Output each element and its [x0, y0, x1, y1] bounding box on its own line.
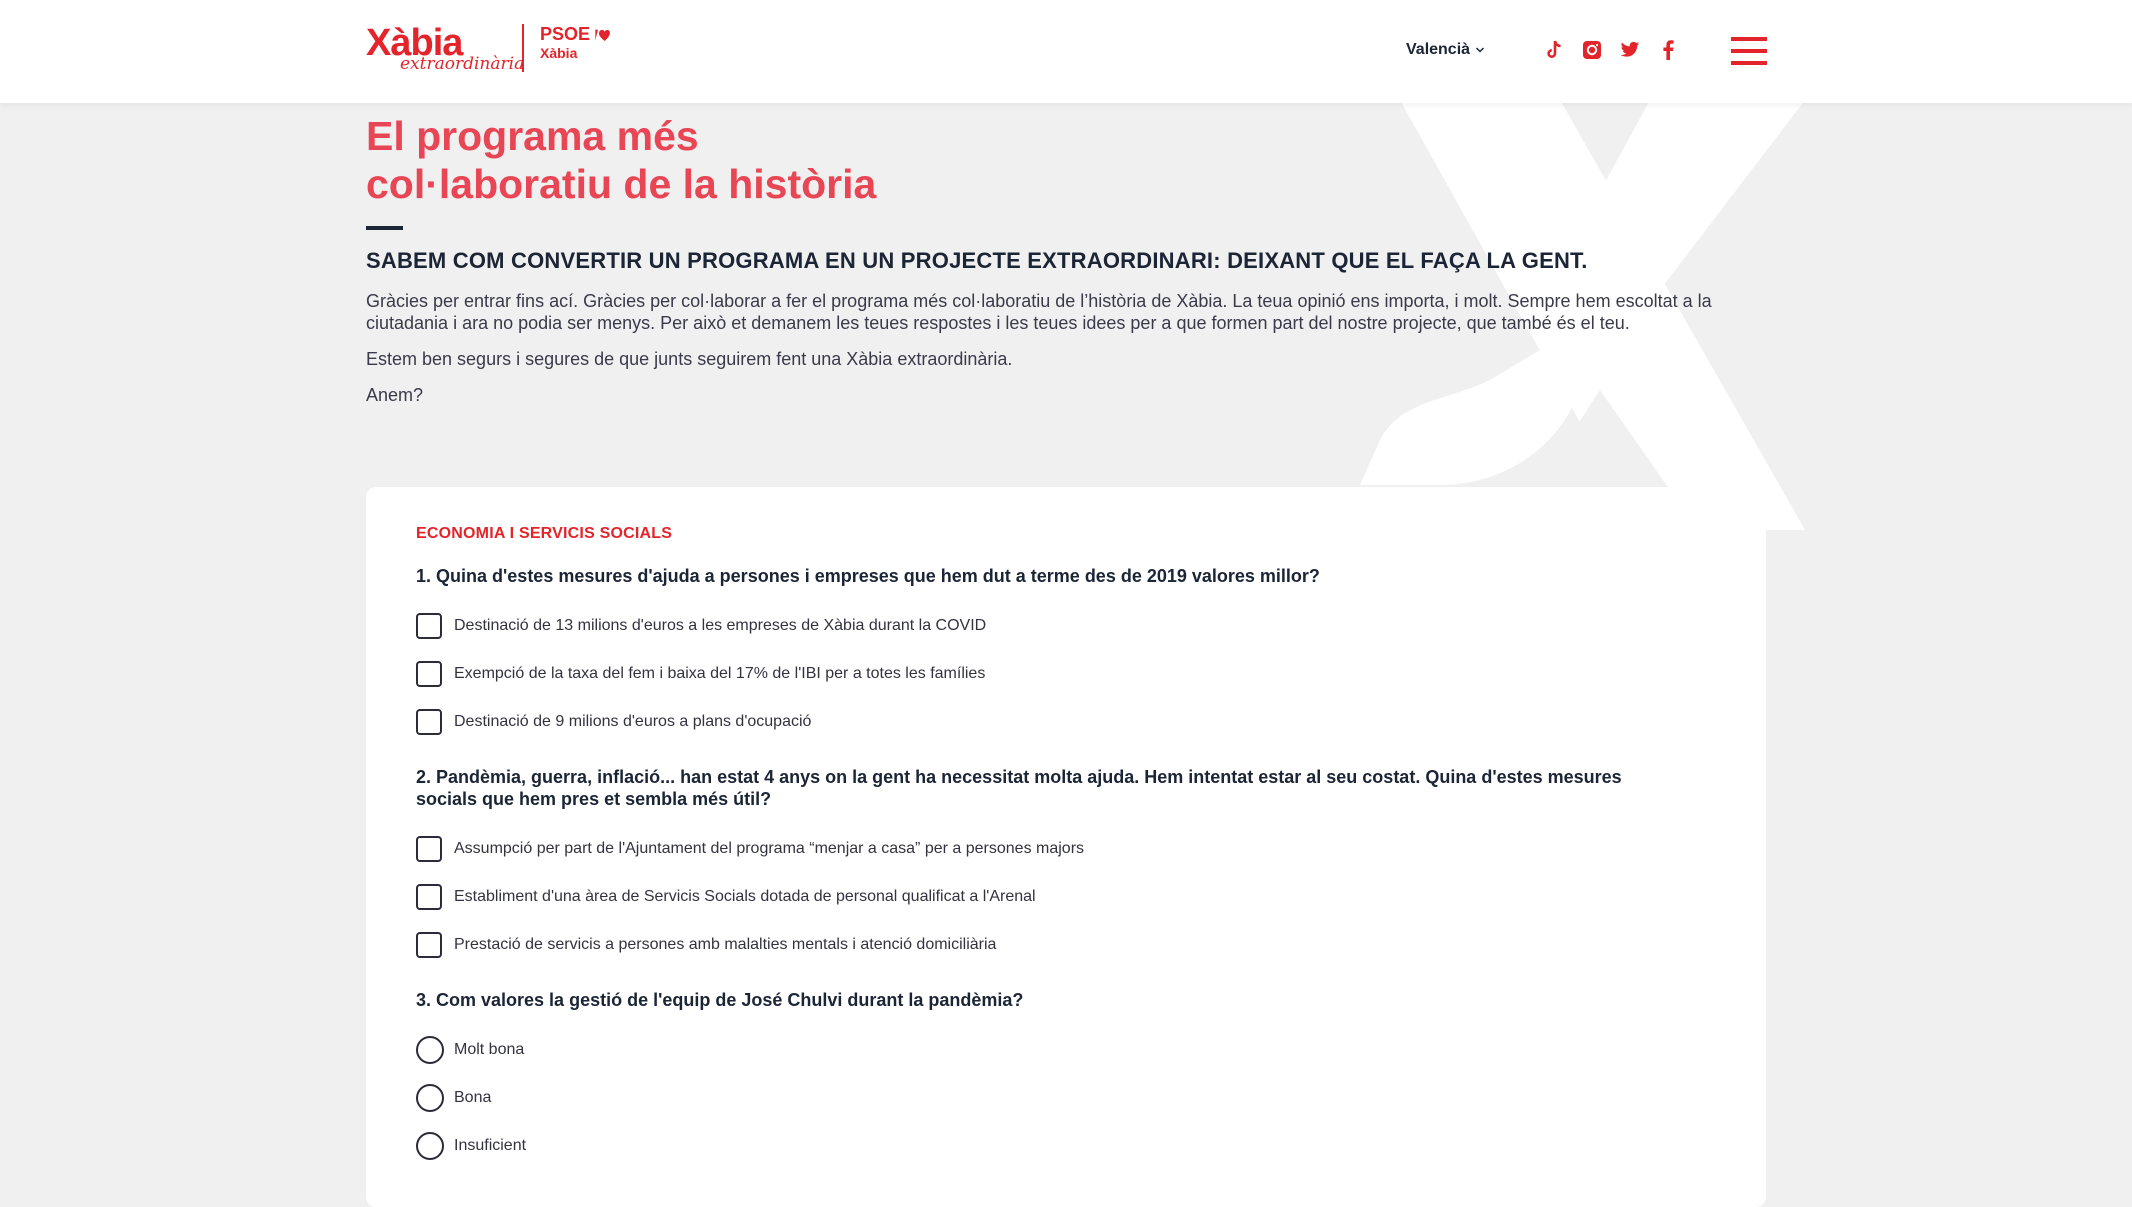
option-label: Assumpció per part de l'Ajuntament del programa “menjar a casa” per a persones majors [454, 840, 1085, 857]
radio-button[interactable] [416, 1036, 444, 1064]
option-label: Destinació de 9 milions d'euros a plans d'ocupació [454, 713, 812, 730]
logo[interactable] [366, 24, 610, 74]
question-3: 3. Com valores la gestió de l'equip de José Chulvi durant la pandèmia? [416, 990, 1024, 1010]
menu-bar [1731, 61, 1767, 65]
title-line-2: col·laboratiu de la història [366, 161, 877, 207]
party-town: Xàbia [540, 45, 578, 61]
site-header [0, 0, 2132, 103]
social-links [1544, 40, 1678, 60]
option-label: Prestació de servicis a persones amb malalties mentals i atenció domiciliària [454, 936, 997, 953]
facebook-icon[interactable] [1658, 40, 1678, 60]
instagram-icon[interactable] [1582, 40, 1602, 60]
logo-brand: Xàbia [366, 22, 463, 64]
title-line-1: El programa més [366, 113, 699, 159]
checkbox-option[interactable] [416, 835, 1716, 863]
checkbox[interactable] [416, 613, 442, 639]
intro-paragraph: Gràcies per entrar fins ací. Gràcies per col·laborar a fer el programa més col·laboratiu de l’història de Xàbia. La teua opinió ens importa, i molt. Sempre hem escoltat a la ciutadania i ara no podia ser menys. Per això et demanem les teues respostes i les teues idees per a que formen part del nostre projecte, que també és el teu. [366, 291, 1712, 333]
radio-button[interactable] [416, 1132, 444, 1160]
heart-icon [594, 27, 610, 43]
radio-option[interactable] [416, 1084, 1716, 1112]
checkbox-option[interactable] [416, 708, 1716, 736]
question-2-options [416, 835, 1716, 959]
checkbox[interactable] [416, 709, 442, 735]
option-label: Exempció de la taxa del fem i baixa del 17% de l'IBI per a totes les famílies [454, 665, 986, 682]
option-label: Molt bona [454, 1041, 525, 1058]
psoe-logo [540, 24, 610, 61]
intro-paragraph: Estem ben segurs i segures de que junts seguirem fent una Xàbia extraordinària. [366, 349, 1013, 369]
menu-bar [1731, 49, 1767, 53]
checkbox[interactable] [416, 884, 442, 910]
logo-tagline: extraordinària [400, 54, 525, 74]
checkbox-option[interactable] [416, 883, 1716, 911]
checkbox[interactable] [416, 932, 442, 958]
tiktok-icon[interactable] [1544, 40, 1564, 60]
option-label: Destinació de 13 milions d'euros a les empreses de Xàbia durant la COVID [454, 617, 987, 634]
party-name: PSOE [540, 24, 591, 44]
subheading: SABEM COM CONVERTIR UN PROGRAMA EN UN PROJECTE EXTRAORDINARI: DEIXANT QUE EL FAÇA LA GENT. [366, 248, 1588, 273]
checkbox-option[interactable] [416, 612, 1716, 640]
question-1: 1. Quina d'estes mesures d'ajuda a persones i empreses que hem dut a terme des de 2019 valores millor? [416, 566, 1320, 586]
intro-paragraph: Anem? [366, 385, 424, 405]
checkbox[interactable] [416, 836, 442, 862]
hamburger-icon[interactable] [1731, 37, 1767, 65]
title-underline [366, 226, 403, 230]
menu-bar [1731, 37, 1767, 41]
chevron-down-icon [1475, 45, 1485, 55]
option-label: Establiment d'una àrea de Servicis Socials dotada de personal qualificat a l'Arenal [454, 888, 1036, 905]
checkbox-option[interactable] [416, 660, 1716, 688]
language-selector[interactable] [1406, 41, 1485, 59]
language-label: Valencià [1406, 41, 1471, 58]
twitter-icon[interactable] [1620, 40, 1640, 60]
page-title [366, 112, 1766, 208]
question-3-options [416, 1036, 1716, 1160]
question-1-options [416, 612, 1716, 736]
option-label: Bona [454, 1089, 492, 1106]
survey-card [366, 487, 1766, 1207]
option-label: Insuficient [454, 1137, 527, 1154]
radio-option[interactable] [416, 1036, 1716, 1064]
checkbox[interactable] [416, 661, 442, 687]
xabia-logo [366, 22, 525, 76]
intro-section [366, 112, 1766, 406]
section-label: ECONOMIA I SERVICIS SOCIALS [416, 525, 673, 542]
radio-option[interactable] [416, 1132, 1716, 1160]
checkbox-option[interactable] [416, 931, 1716, 959]
radio-button[interactable] [416, 1084, 444, 1112]
question-2: 2. Pandèmia, guerra, inflació... han estat 4 anys on la gent ha necessitat molta ajuda. Hem intentat estar al seu costat. Quina d'estes mesures socials que hem pres et sembla més útil? [416, 767, 1622, 809]
